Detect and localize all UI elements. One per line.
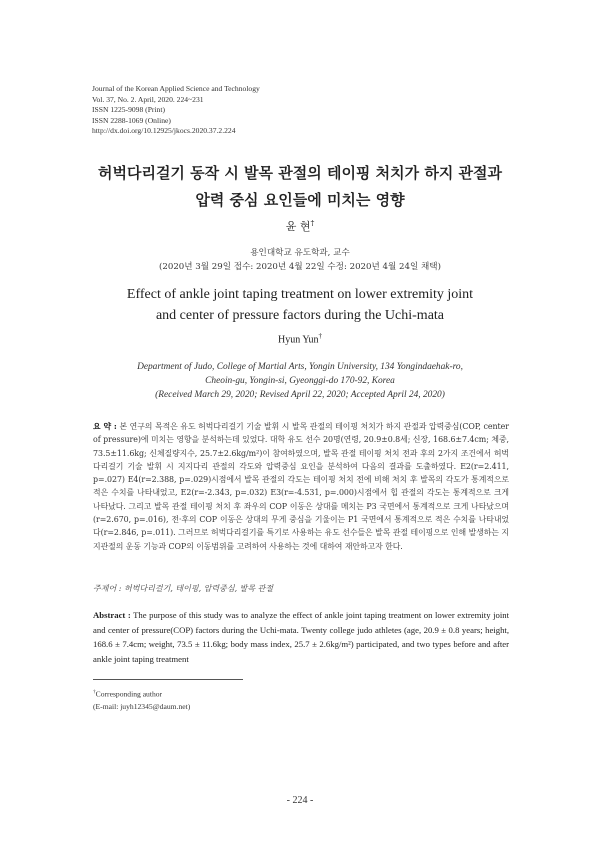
abstract-english-label: Abstract : <box>93 610 131 620</box>
title-korean <box>0 160 600 214</box>
author-korean <box>0 218 600 234</box>
title-korean-line-2: 압력 중심 요인들에 미치는 영향 <box>195 191 405 209</box>
issn-print: ISSN 1225-9098 (Print) <box>92 105 165 115</box>
abstract-korean-body: 본 연구의 목적은 유도 허벅다리걸기 기술 발휘 시 발목 관절의 테이핑 처치가 하지 관절과 압력중심(COP, center of pressure)에 미치는 영향을 분석하는데 있었다. 대학 유도 선수 20명(연령, 20.9±0.8세; 신장, 168.6±7.4cm; 체중, 73.5±11.6kg; 신체질량지수, 25.7±2.6kg/m²)이 참여하였으며, 발목 관절 테이핑 처치 전과 후의 2가지 조건에서 허벅다리걸기 기술 발휘 시 지지다리 관절의 각도와 압력중심 요인을 분석하여 다음의 결과를 도출하였다. E2(r=2.411, p=.027) E4(r=2.388, p=.029)시점에서 발목 관절의 각도는 테이핑 처치 전에 비해 처치 후 발목의 각도가 통계적으로 적은 수치를 나타내었고, E2(r=-2.343, p=.032) E3(r=-4.531, p=.000)시점에서 힙 관절의 각도는 통계적으로 크게 나타났다. 그리고 발목 관절 테이핑 처치 후 좌우의 COP 이동은 상대를 메치는 P3 국면에서 통계적으로 크게 나타났으며(r=2.670, p=.016), 전·후의 COP 이동은 상대의 무게 중심을 기울이는 P1 국면에서 통계적으로 적은 수치를 나타내었다(r=2.846, p=.011). 그러므로 허벅다리걸기를 특기로 사용하는 유도 선수들은 발목 관절 테이핑으로 인해 발생하는 지지관절의 운동 기능과 COP의 이동범위를 고려하여 사용하는 것에 대하여 재안하고자 한다. <box>93 422 510 551</box>
footnote-email: (E-mail: juyh12345@daum.net) <box>93 701 191 711</box>
affiliation-english <box>0 360 600 402</box>
page-number: - 224 - <box>286 795 314 806</box>
dagger-mark: † <box>310 218 315 228</box>
title-korean-line-1: 허벅다리걸기 동작 시 발목 관절의 테이핑 처치가 하지 관절과 <box>97 164 503 182</box>
doi-link[interactable]: http://dx.doi.org/10.12925/jkocs.2020.37.2.224 <box>92 126 236 136</box>
footnote-corresponding: Corresponding author <box>95 689 163 699</box>
title-english <box>0 284 600 326</box>
title-english-line-1: Effect of ankle joint taping treatment on lower extremity joint <box>126 287 474 302</box>
abstract-english <box>93 608 509 666</box>
author-korean-name: 윤 현 <box>285 220 311 233</box>
abstract-korean-label: 요 약 : <box>93 422 117 431</box>
journal-volume: Vol. 37, No. 2. April, 2020. 224~231 <box>92 94 204 104</box>
abstract-korean <box>93 420 509 553</box>
abstract-english-body: The purpose of this study was to analyze the effect of ankle joint taping treatment on lower extremity joint and center of pressure(COP) factors during the Uchi-mata. Twenty college judo athletes (age, 20.9 ± 0.8 years; height, 168.6 ± 7.4cm; weight, 73.5 ± 11.6kg; body mass index, 25.7 ± 2.6kg/m²) participated, and two types before and after ankle joint taping treatment <box>93 610 510 664</box>
affiliation-korean-line-2: (2020년 3월 29일 접수: 2020년 4월 22일 수정: 2020년 4월 24일 채택) <box>159 262 441 272</box>
footnote-dagger: † <box>93 689 96 695</box>
affiliation-korean-line-1: 용인대학교 유도학과, 교수 <box>250 248 350 258</box>
affiliation-english-line-1: Department of Judo, College of Martial Arts, Yongin University, 134 Yongindaehak-ro, <box>137 362 463 372</box>
journal-header <box>92 84 260 137</box>
title-english-line-2: and center of pressure factors during the Uchi-mata <box>155 308 445 323</box>
issn-online: ISSN 2288-1069 (Online) <box>92 115 171 125</box>
footnote-divider <box>93 679 243 680</box>
keywords-korean: 주제어 : 허벅다리걸기, 테이핑, 압력중심, 발목 관절 <box>93 584 274 593</box>
footnote <box>93 686 190 713</box>
affiliation-english-line-3: (Received March 29, 2020; Revised April 22, 2020; Accepted April 24, 2020) <box>155 390 445 400</box>
dagger-mark-en: † <box>318 332 322 340</box>
author-english <box>0 332 600 345</box>
affiliation-korean <box>0 246 600 274</box>
author-english-name: Hyun Yun <box>278 334 319 346</box>
journal-name: Journal of the Korean Applied Science and Technology <box>92 84 260 93</box>
affiliation-english-line-2: Cheoin-gu, Yongin-si, Gyeonggi-do 170-92, Korea <box>205 376 395 386</box>
